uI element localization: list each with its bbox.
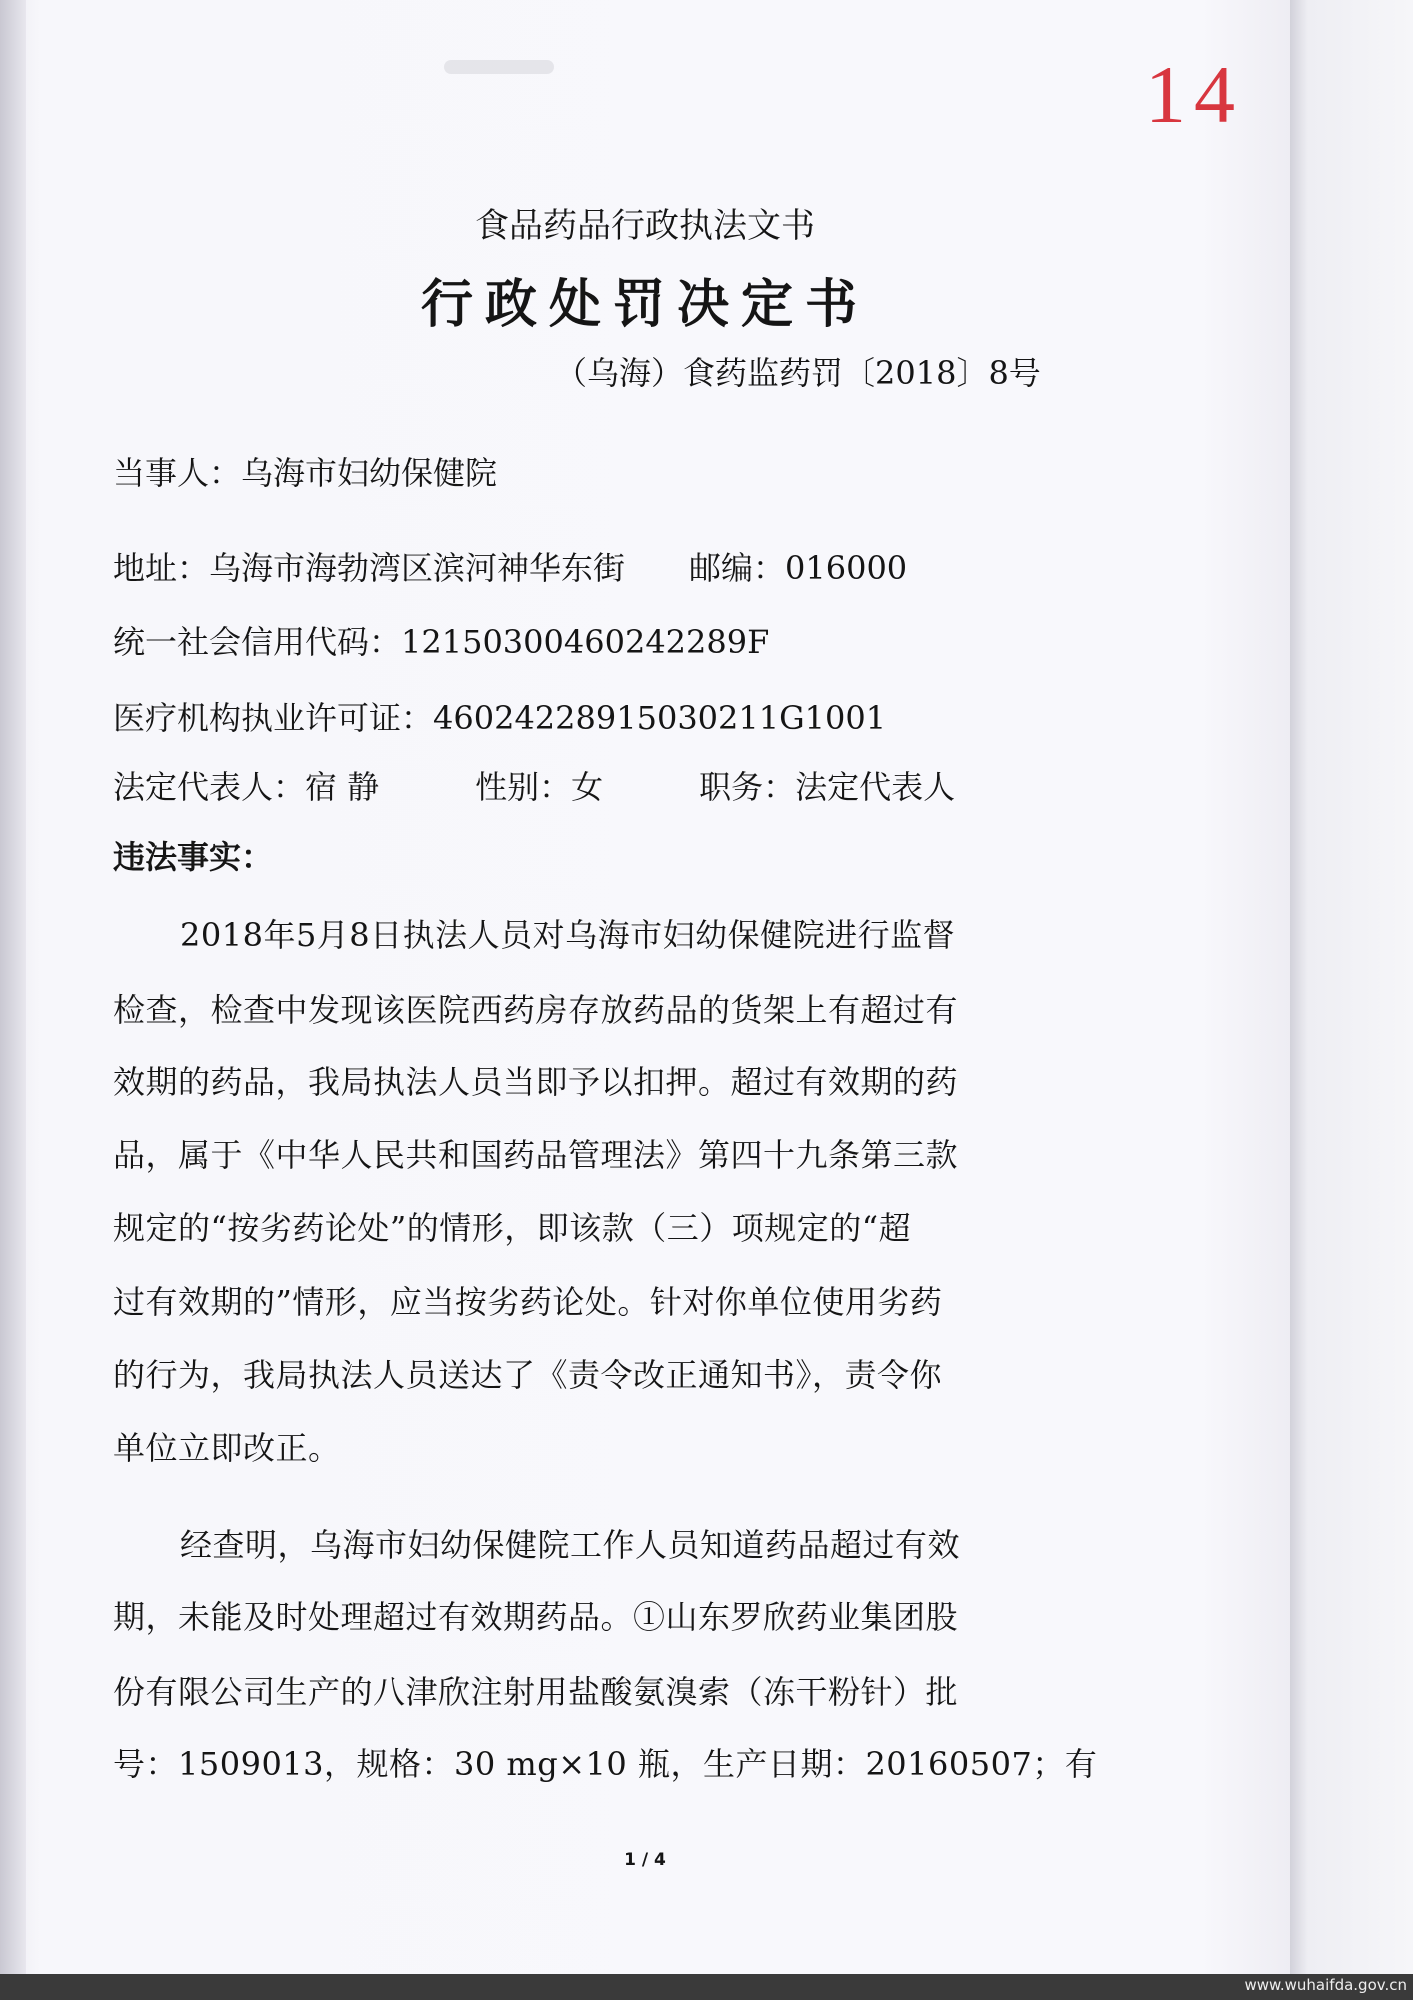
party-credit-code: 统一社会信用代码：12150300460242289F xyxy=(113,623,770,661)
facts-line: 份有限公司生产的八津欣注射用盐酸氨溴索（冻干粉针）批 xyxy=(113,1673,959,1711)
document-number: （乌海）食药监药罚〔2018〕8号 xyxy=(555,354,1041,392)
facts-line: 期，未能及时处理超过有效期药品。①山东罗欣药业集团股 xyxy=(113,1598,959,1636)
party-address: 地址：乌海市海勃湾区滨河神华东街 邮编：016000 xyxy=(113,549,908,587)
facts-line: 单位立即改正。 xyxy=(113,1429,341,1467)
facts-line: 2018年5月8日执法人员对乌海市妇幼保健院进行监督 xyxy=(180,916,956,954)
page-indicator: 1 / 4 xyxy=(624,1850,666,1870)
party-representative: 法定代表人：宿 静 性别：女 职务：法定代表人 xyxy=(113,768,956,806)
document-category: 食品药品行政执法文书 xyxy=(475,206,815,246)
facts-line: 效期的药品，我局执法人员当即予以扣押。超过有效期的药 xyxy=(113,1063,959,1101)
facts-line: 检查，检查中发现该医院西药房存放药品的货架上有超过有 xyxy=(113,991,959,1029)
facts-line: 号：1509013，规格：30 mg×10 瓶，生产日期：20160507；有 xyxy=(113,1745,1098,1783)
bottom-bar xyxy=(0,1974,1413,2000)
facts-line: 规定的“按劣药论处”的情形，即该款（三）项规定的“超 xyxy=(113,1209,912,1247)
document-title: 行政处罚决定书 xyxy=(420,275,869,335)
facts-line: 经查明，乌海市妇幼保健院工作人员知道药品超过有效 xyxy=(180,1526,961,1564)
facts-line: 的行为，我局执法人员送达了《责令改正通知书》，责令你 xyxy=(113,1356,943,1394)
site-watermark: www.wuhaifda.gov.cn xyxy=(1244,1976,1407,1994)
stamp-page-number: 14 xyxy=(1145,49,1243,140)
party-name: 当事人：乌海市妇幼保健院 xyxy=(113,454,498,492)
facts-line: 过有效期的”情形，应当按劣药论处。针对你单位使用劣药 xyxy=(113,1283,943,1321)
faint-mark xyxy=(444,60,554,74)
facts-line: 品，属于《中华人民共和国药品管理法》第四十九条第三款 xyxy=(113,1136,959,1174)
facts-heading: 违法事实： xyxy=(113,838,274,876)
party-license: 医疗机构执业许可证：46024228915030211G1001 xyxy=(113,699,887,737)
page-edge-shadow xyxy=(1290,0,1413,2000)
